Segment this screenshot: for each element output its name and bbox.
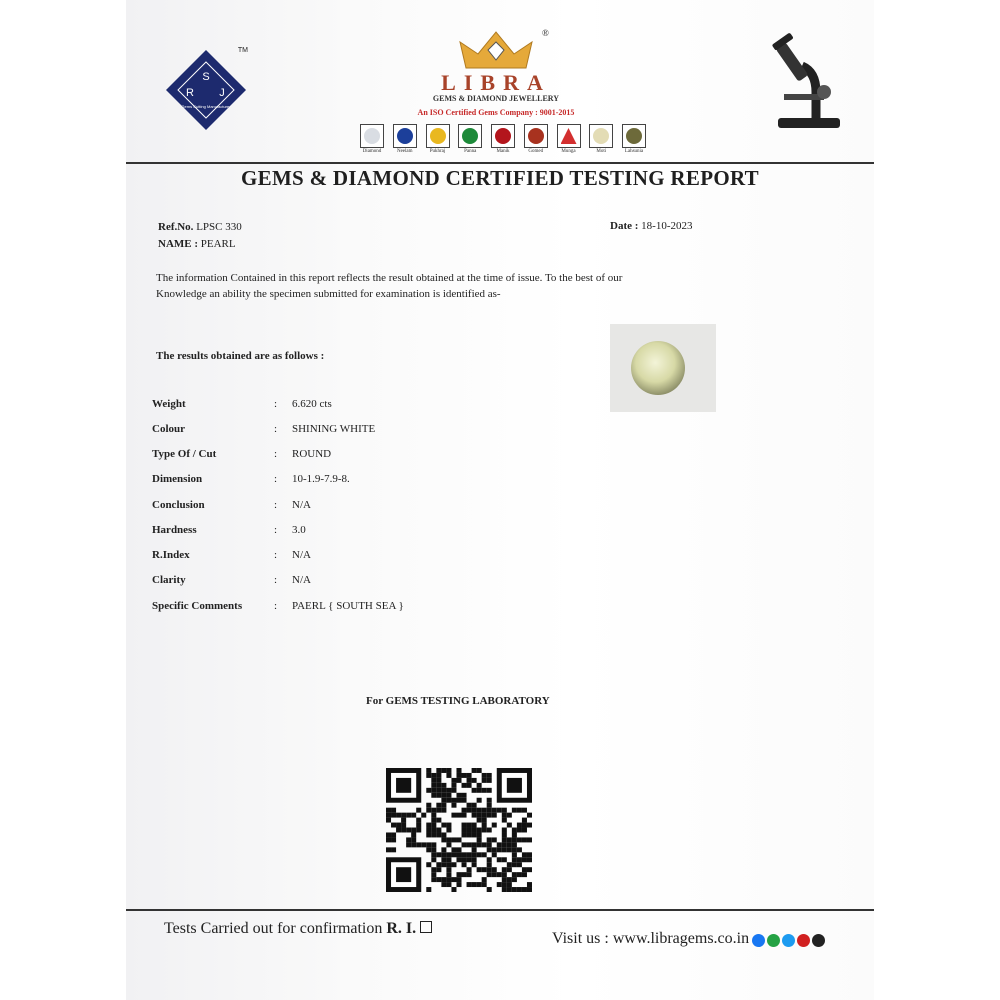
footer-divider bbox=[126, 909, 874, 911]
gem-icon bbox=[397, 128, 413, 144]
name-label: NAME : bbox=[158, 238, 199, 250]
twitter-icon[interactable] bbox=[782, 934, 795, 947]
social-icons bbox=[752, 934, 825, 947]
field-separator: : bbox=[274, 524, 278, 536]
gem-swatch bbox=[622, 124, 646, 148]
field-separator: : bbox=[274, 574, 278, 586]
gem-label: Munga bbox=[561, 149, 576, 154]
svg-text:TM: TM bbox=[237, 47, 248, 54]
field-label: Hardness bbox=[152, 524, 197, 536]
field-separator: : bbox=[274, 423, 278, 435]
gem-icon bbox=[364, 128, 380, 144]
gem-icon bbox=[528, 128, 544, 144]
results-heading: The results obtained are as follows : bbox=[156, 350, 325, 362]
field-label: Type Of / Cut bbox=[152, 448, 217, 460]
gem-gomed bbox=[522, 124, 550, 158]
gem-label: Manik bbox=[496, 149, 510, 154]
lab-signature: For GEMS TESTING LABORATORY bbox=[366, 695, 550, 707]
svg-text:S: S bbox=[202, 71, 210, 83]
pearl-photo bbox=[610, 324, 716, 412]
gem-swatch bbox=[458, 124, 482, 148]
registered-mark: ® bbox=[542, 28, 549, 38]
gem-pukhraj bbox=[424, 124, 452, 158]
field-value: PAERL { SOUTH SEA } bbox=[292, 600, 404, 612]
field-value: N/A bbox=[292, 574, 311, 586]
specimen-name bbox=[158, 238, 236, 250]
crown-icon bbox=[456, 28, 536, 72]
field-separator: : bbox=[274, 499, 278, 511]
brand-name: LIBRA bbox=[441, 70, 551, 95]
intro-text bbox=[156, 270, 756, 302]
ref-value: LPSC 330 bbox=[196, 221, 242, 233]
date-label: Date : bbox=[610, 220, 639, 232]
gemstone-row bbox=[358, 124, 648, 158]
intro-line-2: Knowledge an ability the specimen submitted for examination is identified as- bbox=[156, 288, 501, 300]
field-value: 6.620 cts bbox=[292, 398, 332, 410]
gem-label: Panna bbox=[464, 149, 477, 154]
gem-label: Lahsunia bbox=[624, 149, 644, 154]
ref-number bbox=[158, 221, 242, 233]
field-value: 3.0 bbox=[292, 524, 306, 536]
date-value: 18-10-2023 bbox=[641, 220, 693, 232]
gem-panna bbox=[456, 124, 484, 158]
svg-text:Gems Cutting Manufacturer: Gems Cutting Manufacturer bbox=[181, 104, 231, 109]
gem-lahsunia bbox=[620, 124, 648, 158]
field-value: ROUND bbox=[292, 448, 332, 460]
field-label: Colour bbox=[152, 423, 185, 435]
field-label: Conclusion bbox=[152, 499, 205, 511]
field-separator: : bbox=[274, 473, 278, 485]
gem-icon bbox=[561, 128, 577, 144]
field-value: N/A bbox=[292, 549, 311, 561]
gem-label: Moti bbox=[596, 149, 607, 154]
field-value: N/A bbox=[292, 499, 311, 511]
gem-swatch bbox=[393, 124, 417, 148]
gem-neelam bbox=[391, 124, 419, 158]
ref-label: Ref.No. bbox=[158, 221, 194, 233]
svg-text:R: R bbox=[186, 87, 194, 99]
gem-icon bbox=[495, 128, 511, 144]
field-value: SHINING WHITE bbox=[292, 423, 376, 435]
field-value: 10-1.9-7.9-8. bbox=[292, 473, 350, 485]
website-link[interactable]: Visit us : www.libragems.co.in bbox=[552, 930, 750, 947]
gem-diamond bbox=[358, 124, 386, 158]
gem-label: Gomed bbox=[528, 149, 544, 154]
tests-method: R. I. bbox=[386, 920, 417, 937]
certificate-sheet bbox=[126, 0, 874, 1000]
gem-label: Pukhraj bbox=[429, 149, 446, 154]
field-label: Specific Comments bbox=[152, 600, 243, 612]
gem-munga bbox=[555, 124, 583, 158]
svg-text:J: J bbox=[219, 87, 225, 99]
gem-swatch bbox=[589, 124, 613, 148]
name-value: PEARL bbox=[200, 238, 236, 250]
gem-label: Diamond bbox=[362, 149, 382, 154]
checkbox-icon bbox=[420, 921, 432, 933]
report-date bbox=[610, 220, 692, 232]
gem-swatch bbox=[491, 124, 515, 148]
whatsapp-icon[interactable] bbox=[767, 934, 780, 947]
gem-icon bbox=[593, 128, 609, 144]
field-separator: : bbox=[274, 448, 278, 460]
youtube-icon[interactable] bbox=[797, 934, 810, 947]
intro-line-1: The information Contained in this report reflects the result obtained at the time of issue. To the best of our bbox=[156, 272, 623, 284]
tests-note bbox=[164, 920, 432, 938]
qr-code bbox=[386, 768, 532, 892]
gem-swatch bbox=[426, 124, 450, 148]
gem-label: Neelam bbox=[396, 149, 413, 154]
field-separator: : bbox=[274, 549, 278, 561]
tests-text: Tests Carried out for confirmation bbox=[164, 920, 383, 937]
gem-swatch bbox=[524, 124, 548, 148]
gem-manik bbox=[489, 124, 517, 158]
srj-logo bbox=[156, 40, 256, 140]
iso-text: An ISO Certified Gems Company : 9001-2015 bbox=[417, 108, 575, 117]
field-separator: : bbox=[274, 398, 278, 410]
field-label: Dimension bbox=[152, 473, 203, 485]
report-title: GEMS & DIAMOND CERTIFIED TESTING REPORT bbox=[241, 166, 759, 190]
field-separator: : bbox=[274, 600, 278, 612]
gem-icon bbox=[462, 128, 478, 144]
brand-subtitle: GEMS & DIAMOND JEWELLERY bbox=[432, 94, 560, 103]
gem-swatch bbox=[557, 124, 581, 148]
header-divider bbox=[126, 162, 874, 164]
field-label: Clarity bbox=[152, 574, 186, 586]
instagram-icon[interactable] bbox=[812, 934, 825, 947]
gem-moti bbox=[587, 124, 615, 158]
gem-icon bbox=[626, 128, 642, 144]
field-label: Weight bbox=[152, 398, 186, 410]
field-label: R.Index bbox=[152, 549, 190, 561]
microscope-icon bbox=[766, 32, 850, 132]
facebook-icon[interactable] bbox=[752, 934, 765, 947]
gem-swatch bbox=[360, 124, 384, 148]
gem-icon bbox=[430, 128, 446, 144]
